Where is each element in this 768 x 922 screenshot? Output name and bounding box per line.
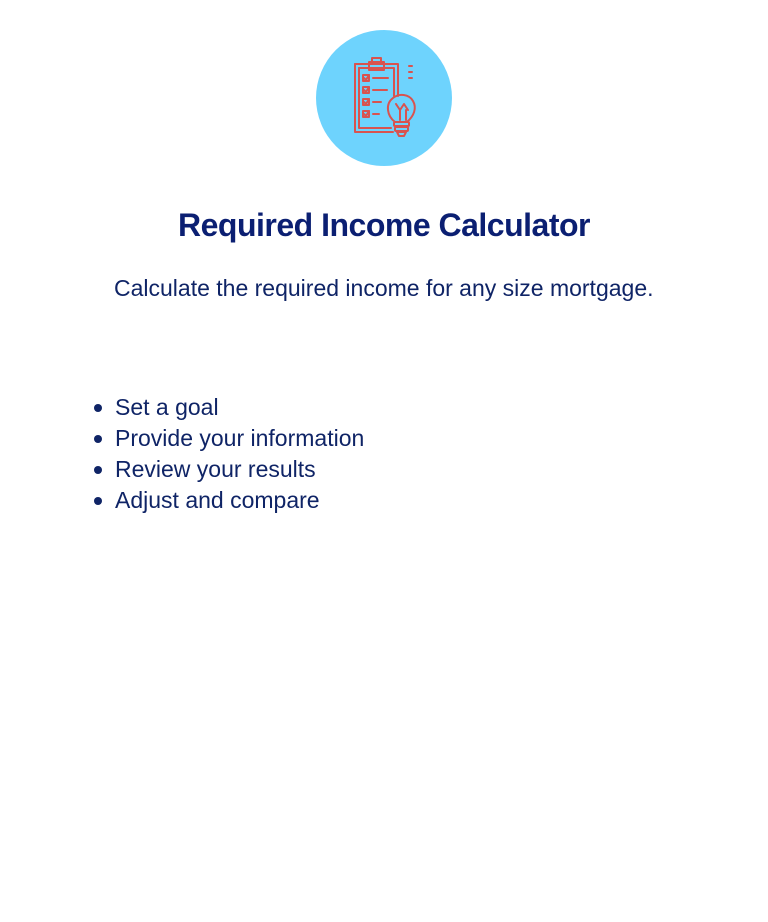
bullet-icon	[94, 435, 102, 443]
list-item	[92, 485, 364, 516]
step-label: Review your results	[115, 456, 316, 482]
bullet-icon	[94, 466, 102, 474]
page-subtitle: Calculate the required income for any size mortgage.	[114, 275, 654, 301]
bullet-icon	[94, 404, 102, 412]
checklist-lightbulb-icon	[343, 52, 425, 144]
page-title: Required Income Calculator	[178, 207, 590, 243]
bullet-icon	[94, 497, 102, 505]
step-label: Set a goal	[115, 394, 219, 420]
list-item	[92, 454, 364, 485]
step-label: Adjust and compare	[115, 487, 320, 513]
list-item	[92, 392, 364, 423]
icon-badge	[316, 30, 452, 166]
list-item	[92, 423, 364, 454]
step-label: Provide your information	[115, 425, 365, 451]
steps-list	[92, 392, 364, 516]
